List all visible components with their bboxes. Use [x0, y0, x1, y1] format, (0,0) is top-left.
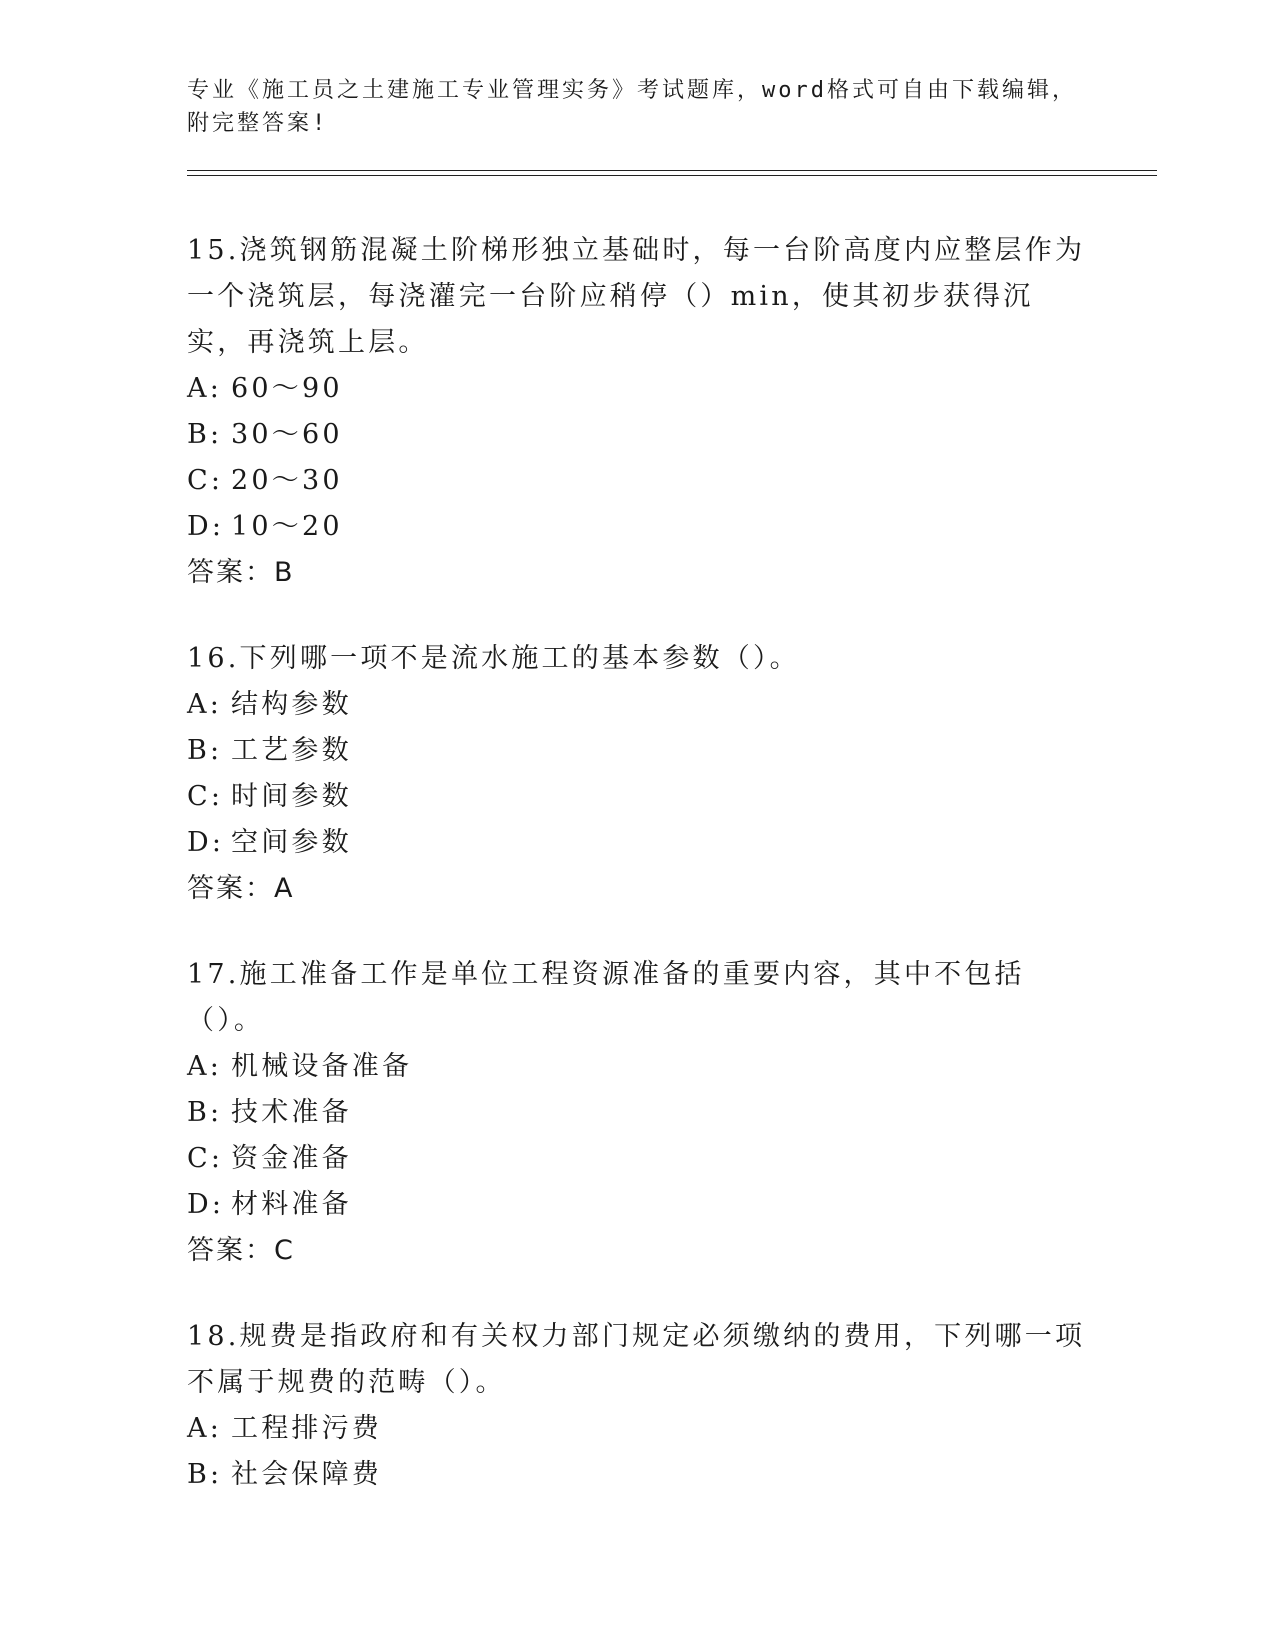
- document-page: [187, 74, 1157, 1538]
- option-text: 社会保障费: [231, 1459, 382, 1490]
- option-a: [187, 682, 1157, 728]
- answer-line: 答案：B: [187, 557, 295, 588]
- option-text: 10～20: [231, 511, 343, 542]
- option-letter: B:: [187, 1097, 223, 1128]
- header-line-1: 专业《施工员之土建施工专业管理实务》考试题库，word格式可自由下载编辑，: [187, 78, 1077, 103]
- question-17: [187, 952, 1157, 1274]
- option-letter: A:: [187, 1413, 222, 1444]
- option-b: [187, 1452, 1157, 1498]
- option-text: 技术准备: [231, 1097, 352, 1128]
- question-stem: 18.规费是指政府和有关权力部门规定必须缴纳的费用，下列哪一项不属于规费的范畴（）。: [187, 1321, 1086, 1398]
- option-letter: D:: [187, 1189, 225, 1220]
- option-c: [187, 458, 1157, 504]
- question-list: [187, 228, 1157, 1498]
- option-text: 工程排污费: [231, 1413, 382, 1444]
- option-letter: C:: [187, 465, 224, 496]
- option-c: [187, 1136, 1157, 1182]
- rule-top: [187, 170, 1157, 171]
- option-d: [187, 820, 1157, 866]
- option-b: [187, 728, 1157, 774]
- option-letter: A:: [187, 1051, 222, 1082]
- option-d: [187, 1182, 1157, 1228]
- question-stem: 17.施工准备工作是单位工程资源准备的重要内容，其中不包括（）。: [187, 959, 1025, 1036]
- option-text: 20～30: [231, 465, 343, 496]
- option-text: 30～60: [231, 419, 343, 450]
- option-b: [187, 412, 1157, 458]
- option-text: 材料准备: [231, 1189, 352, 1220]
- option-a: [187, 1406, 1157, 1452]
- answer-line: 答案：A: [187, 873, 295, 904]
- option-text: 时间参数: [231, 781, 352, 812]
- option-d: [187, 504, 1157, 550]
- question-stem: 15.浇筑钢筋混凝土阶梯形独立基础时，每一台阶高度内应整层作为一个浇筑层，每浇灌完一台阶应稍停（）min，使其初步获得沉实，再浇筑上层。: [187, 235, 1086, 358]
- option-b: [187, 1090, 1157, 1136]
- answer-line: 答案：C: [187, 1235, 295, 1266]
- question-16: [187, 636, 1157, 912]
- option-letter: D:: [187, 511, 225, 542]
- header-line-2: 附完整答案!: [187, 111, 329, 136]
- question-18: [187, 1314, 1157, 1498]
- option-text: 结构参数: [231, 689, 352, 720]
- question-15: [187, 228, 1157, 596]
- option-text: 60～90: [231, 373, 343, 404]
- option-text: 资金准备: [231, 1143, 352, 1174]
- option-letter: B:: [187, 735, 223, 766]
- option-text: 空间参数: [231, 827, 352, 858]
- option-letter: B:: [187, 419, 223, 450]
- question-stem: 16.下列哪一项不是流水施工的基本参数（）。: [187, 643, 800, 674]
- option-a: [187, 1044, 1157, 1090]
- option-text: 机械设备准备: [231, 1051, 413, 1082]
- option-c: [187, 774, 1157, 820]
- option-text: 工艺参数: [231, 735, 352, 766]
- rule-bottom: [187, 175, 1157, 176]
- header-double-rule: [187, 170, 1157, 176]
- option-letter: B:: [187, 1459, 223, 1490]
- option-letter: A:: [187, 373, 222, 404]
- option-letter: C:: [187, 781, 224, 812]
- option-letter: C:: [187, 1143, 224, 1174]
- option-letter: D:: [187, 827, 225, 858]
- option-letter: A:: [187, 689, 222, 720]
- option-a: [187, 366, 1157, 412]
